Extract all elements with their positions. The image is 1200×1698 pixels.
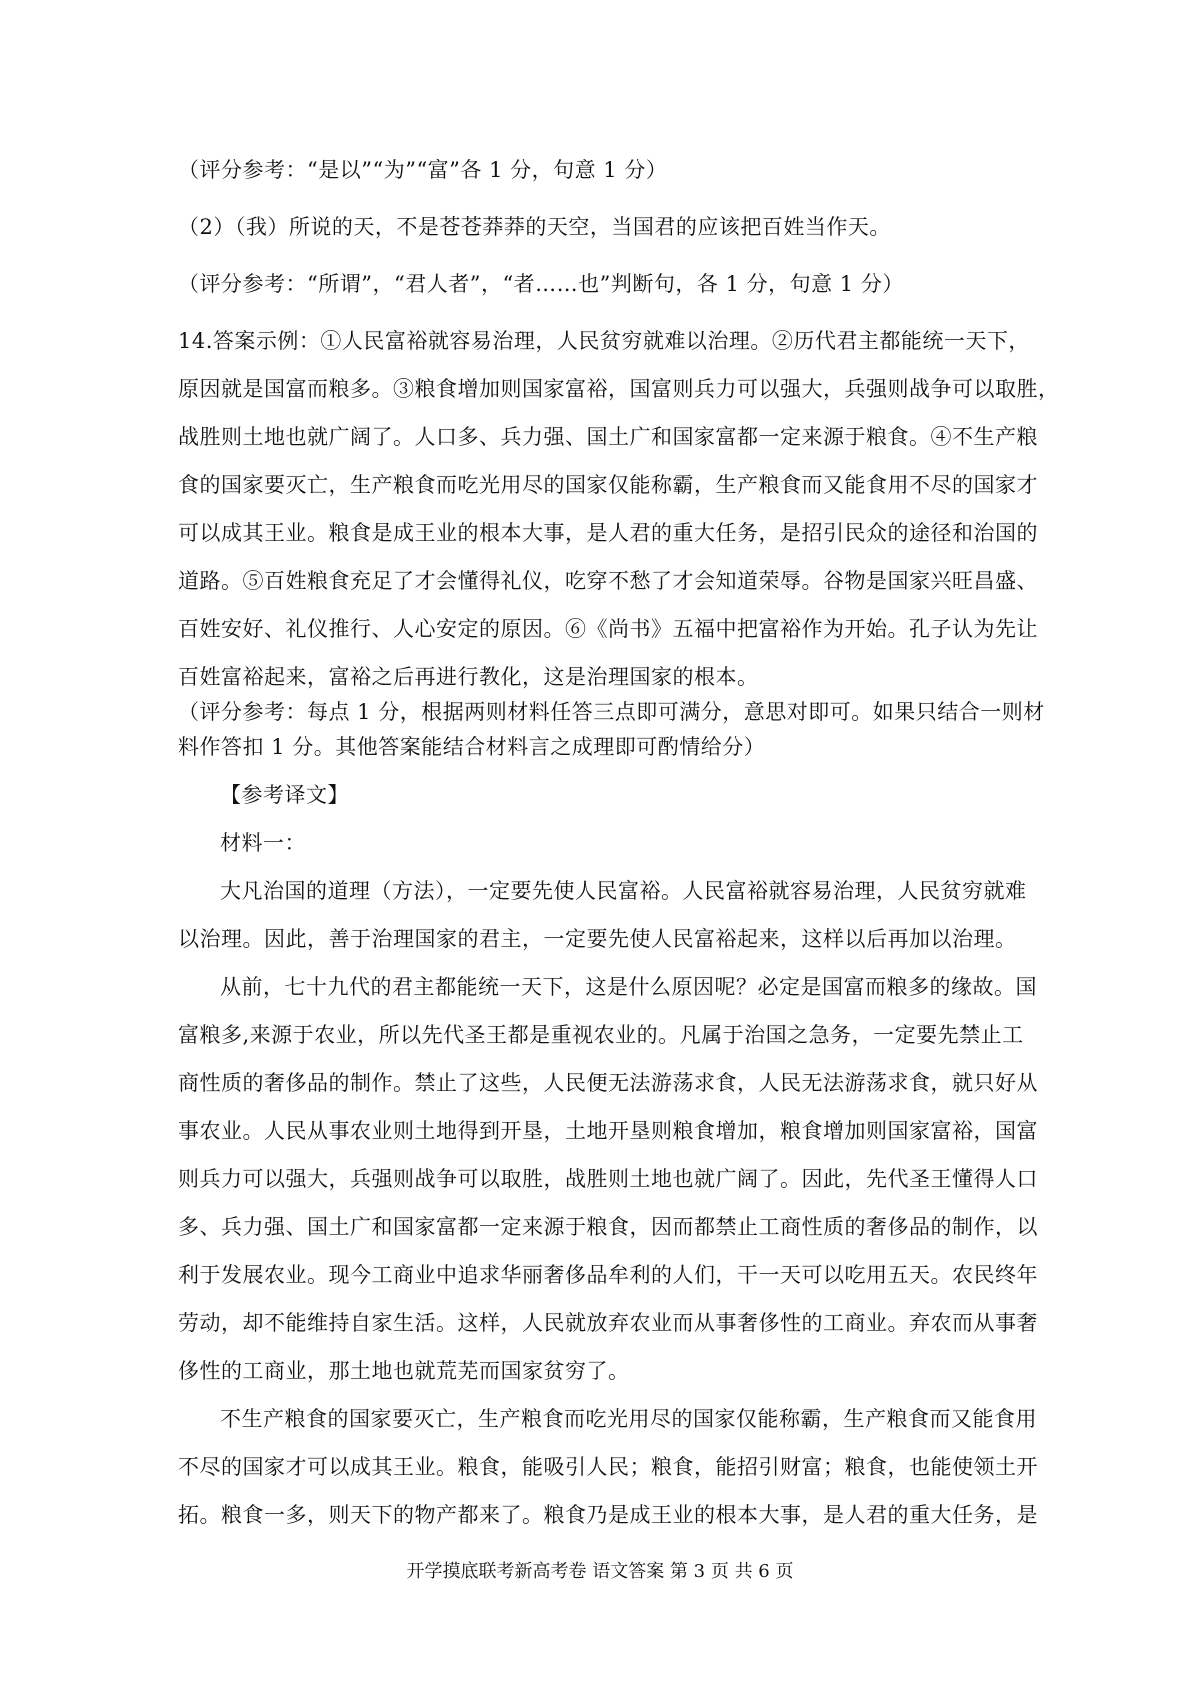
q14-line: 食的国家要灭亡，生产粮食而吃光用尽的国家仅能称霸，生产粮食而又能食用不尽的国家才 [178, 473, 1038, 497]
paragraph-line: 侈性的工商业，那土地也就荒芜而国家贫穷了。 [178, 1359, 630, 1383]
paragraph-line: 以治理。因此，善于治理国家的君主，一定要先使人民富裕起来，这样以后再加以治理。 [178, 927, 1017, 951]
q14-line: 战胜则土地也就广阔了。人口多、兵力强、国土广和国家富都一定来源于粮食。④不生产粮 [178, 425, 1038, 449]
paragraph-line: 利于发展农业。现今工商业中追求华丽奢侈品牟利的人们，干一天可以吃用五天。农民终年 [178, 1263, 1038, 1287]
q14-line: 道路。⑤百姓粮食充足了才会懂得礼仪，吃穿不愁了才会知道荣辱。谷物是国家兴旺昌盛、 [178, 569, 1038, 593]
q13-scoring-note-1: （评分参考：“是以”“为”“富”各 1 分，句意 1 分） [178, 158, 668, 182]
q13-part-2-answer: （2）（我）所说的天，不是苍苍莽莽的天空，当国君的应该把百姓当作天。 [178, 215, 891, 239]
paragraph-line: 则兵力可以强大，兵强则战争可以取胜，战胜则土地也就广阔了。因此，先代圣王懂得人口 [178, 1167, 1038, 1191]
paragraph-line: 大凡治国的道理（方法），一定要先使人民富裕。人民富裕就容易治理，人民贫穷就难 [220, 879, 1027, 903]
q14-note-line: 料作答扣 1 分。其他答案能结合材料言之成理即可酌情给分） [178, 735, 766, 759]
translation-paragraph-2 [178, 972, 1038, 1387]
paragraph-line: 不生产粮食的国家要灭亡，生产粮食而吃光用尽的国家仅能称霸，生产粮食而又能食用 [220, 1407, 1037, 1431]
translation-paragraph-1 [178, 876, 1027, 955]
q14-scoring-note [178, 697, 1045, 763]
paragraph-line: 从前，七十九代的君主都能统一天下，这是什么原因呢？必定是国富而粮多的缘故。国 [220, 975, 1037, 999]
q14-line: 可以成其王业。粮食是成王业的根本大事，是人君的重大任务，是招引民众的途径和治国的 [178, 521, 1038, 545]
q14-answer [178, 326, 1060, 693]
paragraph-line: 拓。粮食一多，则天下的物产都来了。粮食乃是成王业的根本大事，是人君的重大任务，是 [178, 1503, 1038, 1527]
paragraph-line: 不尽的国家才可以成其王业。粮食，能吸引人民；粮食，能招引财富；粮食，也能使领土开 [178, 1455, 1038, 1479]
page-footer: 开学摸底联考新高考卷 语文答案 第 3 页 共 6 页 [406, 1561, 794, 1582]
page-content [178, 155, 1060, 1531]
q13-scoring-note-2: （评分参考：“所谓”，“君人者”，“者……也”判断句，各 1 分，句意 1 分） [178, 272, 904, 296]
paragraph-line: 富粮多,来源于农业，所以先代圣王都是重视农业的。凡属于治国之急务，一定要先禁止工 [178, 1023, 1024, 1047]
q14-line: 14.答案示例：①人民富裕就容易治理，人民贫穷就难以治理。②历代君主都能统一天下， [178, 329, 1030, 353]
material-label: 材料一： [220, 831, 306, 855]
paragraph-line: 事农业。人民从事农业则土地得到开垦，土地开垦则粮食增加，粮食增加则国家富裕，国富 [178, 1119, 1038, 1143]
q14-line: 百姓安好、礼仪推行、人心安定的原因。⑥《尚书》五福中把富裕作为开始。孔子认为先让 [178, 617, 1038, 641]
translation-paragraph-3 [178, 1404, 1038, 1531]
q14-line: 原因就是国富而粮多。③粮食增加则国家富裕，国富则兵力可以强大，兵强则战争可以取胜， [178, 377, 1060, 401]
paragraph-line: 多、兵力强、国土广和国家富都一定来源于粮食，因而都禁止工商性质的奢侈品的制作，以 [178, 1215, 1038, 1239]
paragraph-line: 商性质的奢侈品的制作。禁止了这些，人民便无法游荡求食，人民无法游荡求食，就只好从 [178, 1071, 1038, 1095]
q14-note-line: （评分参考：每点 1 分，根据两则材料任答三点即可满分，意思对即可。如果只结合一则材 [178, 700, 1045, 724]
translation-heading: 【参考译文】 [220, 783, 349, 807]
q14-line: 百姓富裕起来，富裕之后再进行教化，这是治理国家的根本。 [178, 665, 759, 689]
paragraph-line: 劳动，却不能维持自家生活。这样，人民就放弃农业而从事奢侈性的工商业。弃农而从事奢 [178, 1311, 1038, 1335]
